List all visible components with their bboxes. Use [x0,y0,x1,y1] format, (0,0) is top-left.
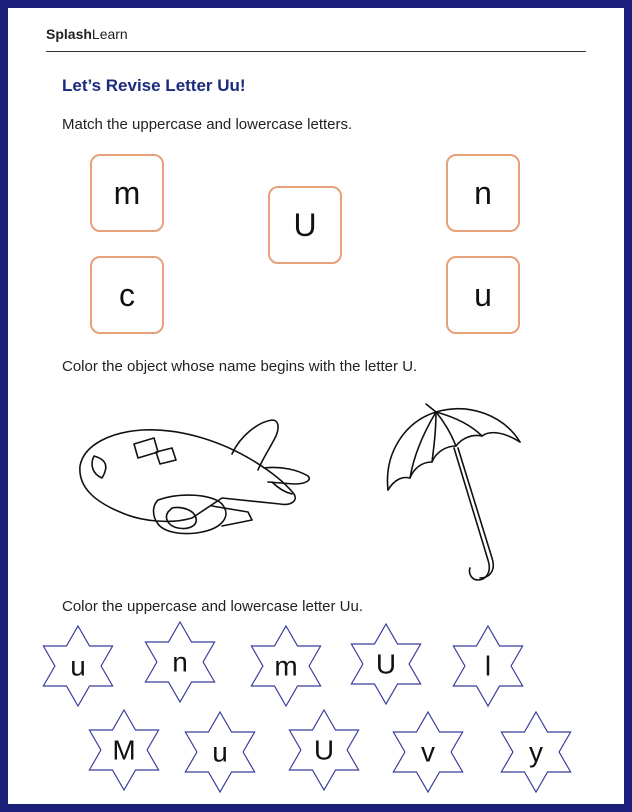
star-U-row2[interactable] [289,710,358,790]
letter-card-m[interactable]: m [90,154,164,232]
color-letters-instruction: Color the uppercase and lowercase letter Uu. [62,598,363,615]
star-U-row1[interactable] [351,624,420,704]
letter-card-c[interactable]: c [90,256,164,334]
star-letter: U [313,734,335,766]
color-object-instruction: Color the object whose name begins with the letter U. [62,358,418,375]
brand-logo: SplashLearn [46,26,128,42]
star-M-row2[interactable] [89,710,158,790]
letter-card-lowercase-u[interactable]: u [446,256,520,334]
star-letter: U [375,648,397,680]
page-title: Let’s Revise Letter Uu! [62,76,246,95]
star-letter: u [212,736,228,768]
letter-card-uppercase-u[interactable]: U [268,186,342,264]
star-letter: M [112,734,136,766]
star-grid [8,8,624,804]
star-letter: m [274,650,298,682]
star-l-row1[interactable] [453,626,522,706]
star-y-row2[interactable] [501,712,570,792]
star-m-row1[interactable] [251,626,320,706]
star-letter: l [484,650,492,682]
letter-card-n[interactable]: n [446,154,520,232]
match-instruction: Match the uppercase and lowercase letters. [62,116,353,133]
star-n-row1[interactable] [145,622,214,702]
star-u-row1[interactable] [43,626,112,706]
star-letter: v [421,736,435,768]
star-u-row2[interactable] [185,712,254,792]
worksheet-page [8,8,624,804]
star-letter: n [172,646,188,678]
star-letter: u [70,650,86,682]
star-v-row2[interactable] [393,712,462,792]
star-letter: y [529,736,543,768]
